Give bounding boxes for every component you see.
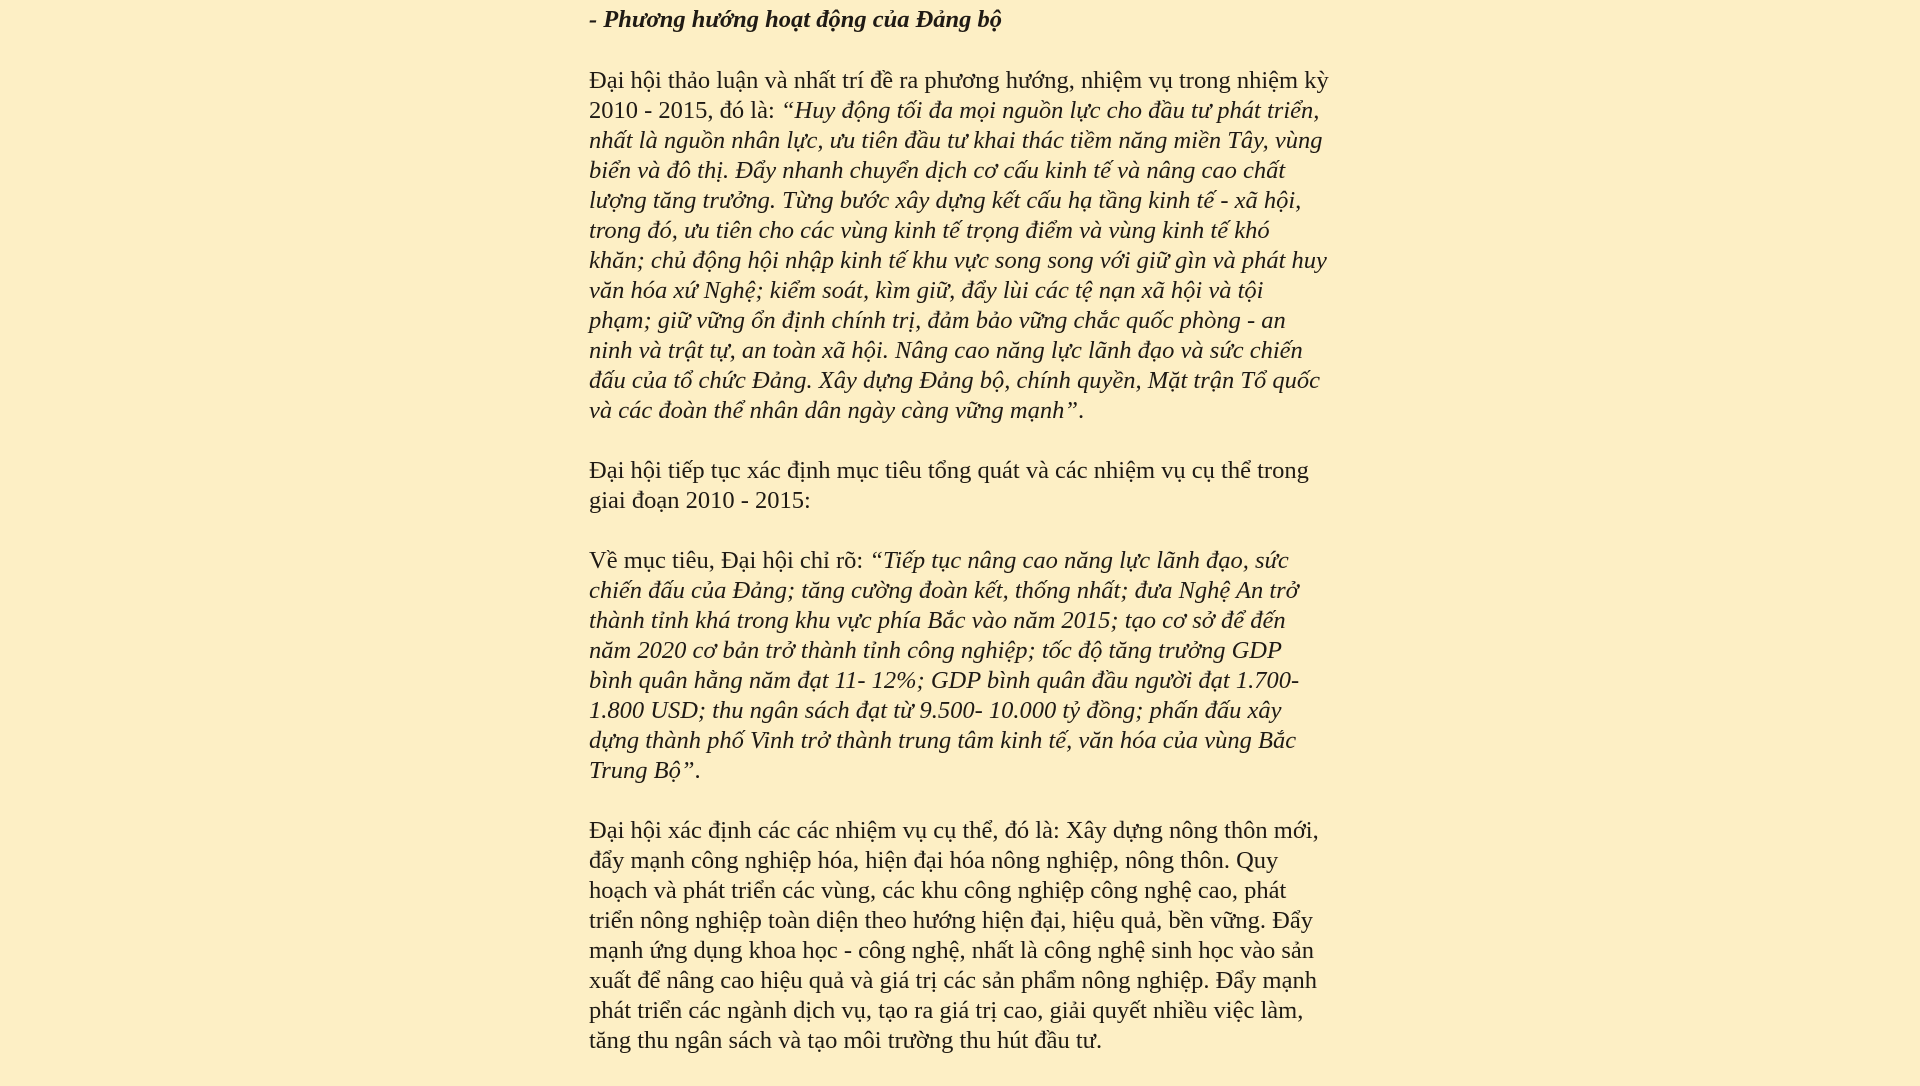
paragraph-objectives-quote: “Tiếp tục nâng cao năng lực lãnh đạo, sức chiến đấu của Đảng; tăng cường đoàn kết, thống nhất; đưa Nghệ An trở thành tỉnh khá trong khu vực phía Bắc vào năm 2015; tạo cơ sở để đến năm 2020 cơ bản trở thành tỉnh công nghiệp; tốc độ tăng trưởng GDP bình quân hằng năm đạt 11- 12%; GDP bình quân đầu người đạt 1.700- 1.800 USD; thu ngân sách đạt từ 9.500- 10.000 tỷ đồng; phấn đấu xây dựng thành phố Vinh trở thành trung tâm kinh tế, văn hóa của vùng Bắc Trung Bộ” bbox=[589, 547, 1300, 784]
section-heading: - Phương hướng hoạt động của Đảng bộ bbox=[589, 6, 1003, 33]
paragraph-direction-quote: “Huy động tối đa mọi nguồn lực cho đầu tư phát triển, nhất là nguồn nhân lực, ưu tiên đầu tư khai thác tiềm năng miền Tây, vùng biển và đô thị. Đẩy nhanh chuyển dịch cơ cấu kinh tế và nâng cao chất lượng tăng trưởng. Từng bước xây dựng kết cấu hạ tầng kinh tế - xã hội, trong đó, ưu tiên cho các vùng kinh tế trọng điểm và vùng kinh tế khó khăn; chủ động hội nhập kinh tế khu vực song song với giữ gìn và phát huy văn hóa xứ Nghệ; kiểm soát, kìm giữ, đẩy lùi các tệ nạn xã hội và tội phạm; giữ vững ổn định chính trị, đảm bảo vững chắc quốc phòng - an ninh và trật tự, an toàn xã hội. Nâng cao năng lực lãnh đạo và sức chiến đấu của tổ chức Đảng. Xây dựng Đảng bộ, chính quyền, Mặt trận Tổ quốc và các đoàn thể nhân dân ngày càng vững mạnh” bbox=[589, 97, 1327, 424]
paragraph-direction-lead: Đại hội thảo luận và nhất trí đề ra phương hướng, nhiệm vụ trong nhiệm kỳ 2010 - 2015, đó là: bbox=[589, 67, 1329, 124]
paragraph-objectives-lead: Về mục tiêu, Đại hội chỉ rõ: bbox=[589, 547, 870, 574]
paragraph-direction bbox=[589, 66, 1329, 426]
paragraph-tasks: Đại hội xác định các các nhiệm vụ cụ thể, đó là: Xây dựng nông thôn mới, đẩy mạnh công nghiệp hóa, hiện đại hóa nông nghiệp, nông thôn. Quy hoạch và phát triển các vùng, các khu công nghiệp công nghệ cao, phát triển nông nghiệp toàn diện theo hướng hiện đại, hiệu quả, bền vững. Đẩy mạnh ứng dụng khoa học - công nghệ, nhất là công nghệ sinh học vào sản xuất để nâng cao hiệu quả và giá trị các sản phẩm nông nghiệp. Đẩy mạnh phát triển các ngành dịch vụ, tạo ra giá trị cao, giải quyết nhiều việc làm, tăng thu ngân sách và tạo môi trường thu hút đầu tư. bbox=[589, 817, 1319, 1054]
paragraph-objectives-tail: . bbox=[694, 757, 701, 784]
article-body bbox=[589, 4, 1329, 1086]
paragraph-objectives bbox=[589, 546, 1329, 786]
paragraph-objectives-intro: Đại hội tiếp tục xác định mục tiêu tổng quát và các nhiệm vụ cụ thể trong giai đoạn 2010 - 2015: bbox=[589, 457, 1309, 514]
paragraph-direction-tail: . bbox=[1077, 397, 1085, 424]
